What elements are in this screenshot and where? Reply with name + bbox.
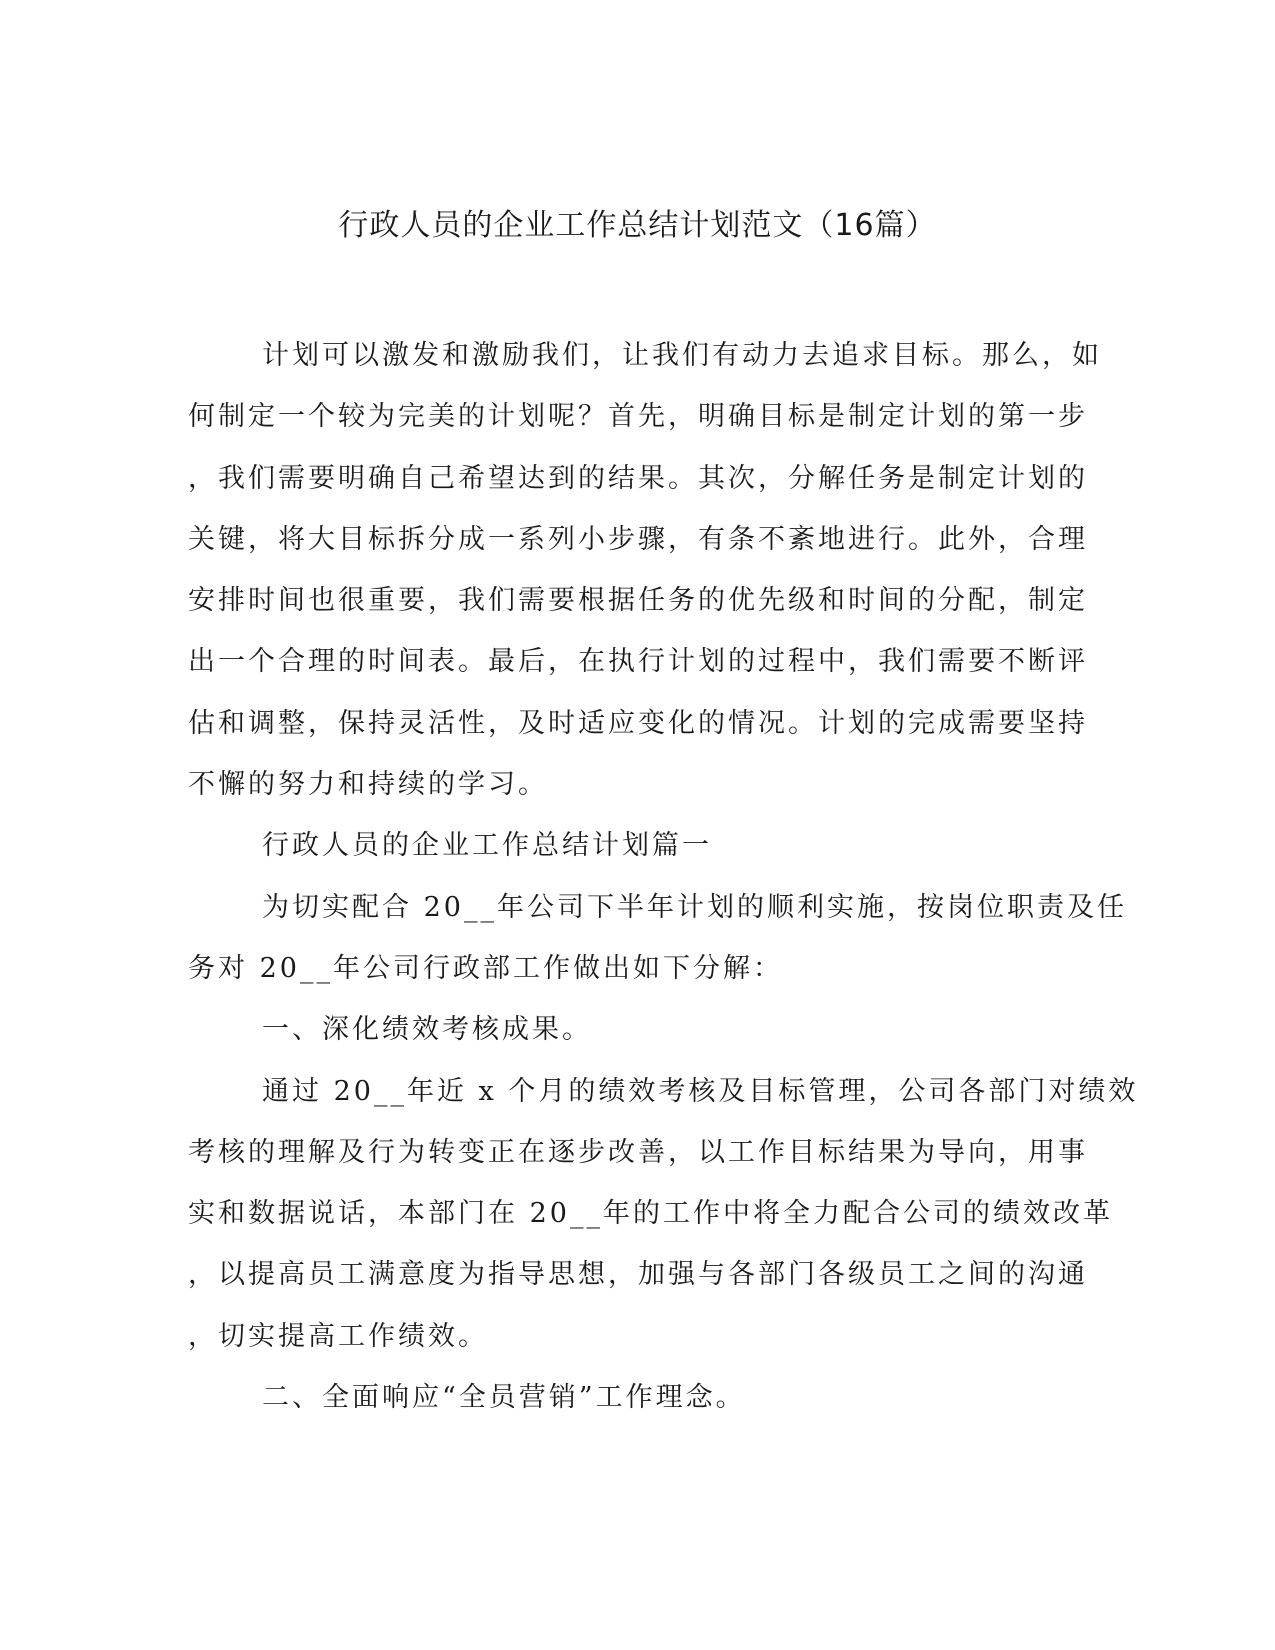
paragraph-line: 务对 20__年公司行政部工作做出如下分解： bbox=[188, 952, 783, 984]
section-heading-text: 行政人员的企业工作总结计划篇一 bbox=[262, 830, 712, 862]
paragraph-line: 估和调整，保持灵活性，及时适应变化的情况。计划的完成需要坚持 bbox=[188, 707, 1088, 739]
paragraph-line: 考核的理解及行为转变正在逐步改善，以工作目标结果为导向，用事 bbox=[188, 1136, 1088, 1168]
list-item-heading-1 bbox=[188, 999, 1088, 1060]
paragraph-line: 关键，将大目标拆分成一系列小步骤，有条不紊地进行。此外，合理 bbox=[188, 523, 1088, 555]
paragraph-line: 不懈的努力和持续的学习。 bbox=[188, 769, 548, 801]
paragraph-line: 实和数据说话，本部门在 20__年的工作中将全力配合公司的绩效改革 bbox=[188, 1198, 1113, 1230]
paragraph-line: ，切实提高工作绩效。 bbox=[188, 1320, 488, 1352]
paragraph-line: 安排时间也很重要，我们需要根据任务的优先级和时间的分配，制定 bbox=[188, 585, 1088, 617]
paragraph-line: 为切实配合 20__年公司下半年计划的顺利实施，按岗位职责及任 bbox=[262, 891, 1127, 923]
paragraph-intro bbox=[188, 325, 1102, 815]
paragraph-line: 出一个合理的时间表。最后，在执行计划的过程中，我们需要不断评 bbox=[188, 646, 1088, 678]
paragraph-line: 何制定一个较为完美的计划呢？首先，明确目标是制定计划的第一步 bbox=[188, 401, 1088, 433]
paragraph-line: ，以提高员工满意度为指导思想，加强与各部门各级员工之间的沟通 bbox=[188, 1259, 1088, 1291]
section-heading bbox=[188, 815, 1088, 876]
list-item-heading-text: 一、深化绩效考核成果。 bbox=[262, 1014, 592, 1046]
list-item-heading-text: 二、全面响应“全员营销”工作理念。 bbox=[262, 1382, 746, 1414]
paragraph-line: 计划可以激发和激励我们，让我们有动力去追求目标。那么，如 bbox=[262, 340, 1102, 371]
document-body bbox=[188, 325, 1139, 1428]
list-item-heading-2 bbox=[188, 1367, 1088, 1428]
paragraph-decomposition bbox=[188, 877, 1127, 1000]
paragraph-line: ，我们需要明确自己希望达到的结果。其次，分解任务是制定计划的 bbox=[188, 462, 1088, 494]
paragraph-line: 通过 20__年近 x 个月的绩效考核及目标管理，公司各部门对绩效 bbox=[262, 1075, 1139, 1107]
document-title: 行政人员的企业工作总结计划范文（16篇） bbox=[338, 208, 937, 243]
paragraph-item-1-body bbox=[188, 1061, 1139, 1367]
